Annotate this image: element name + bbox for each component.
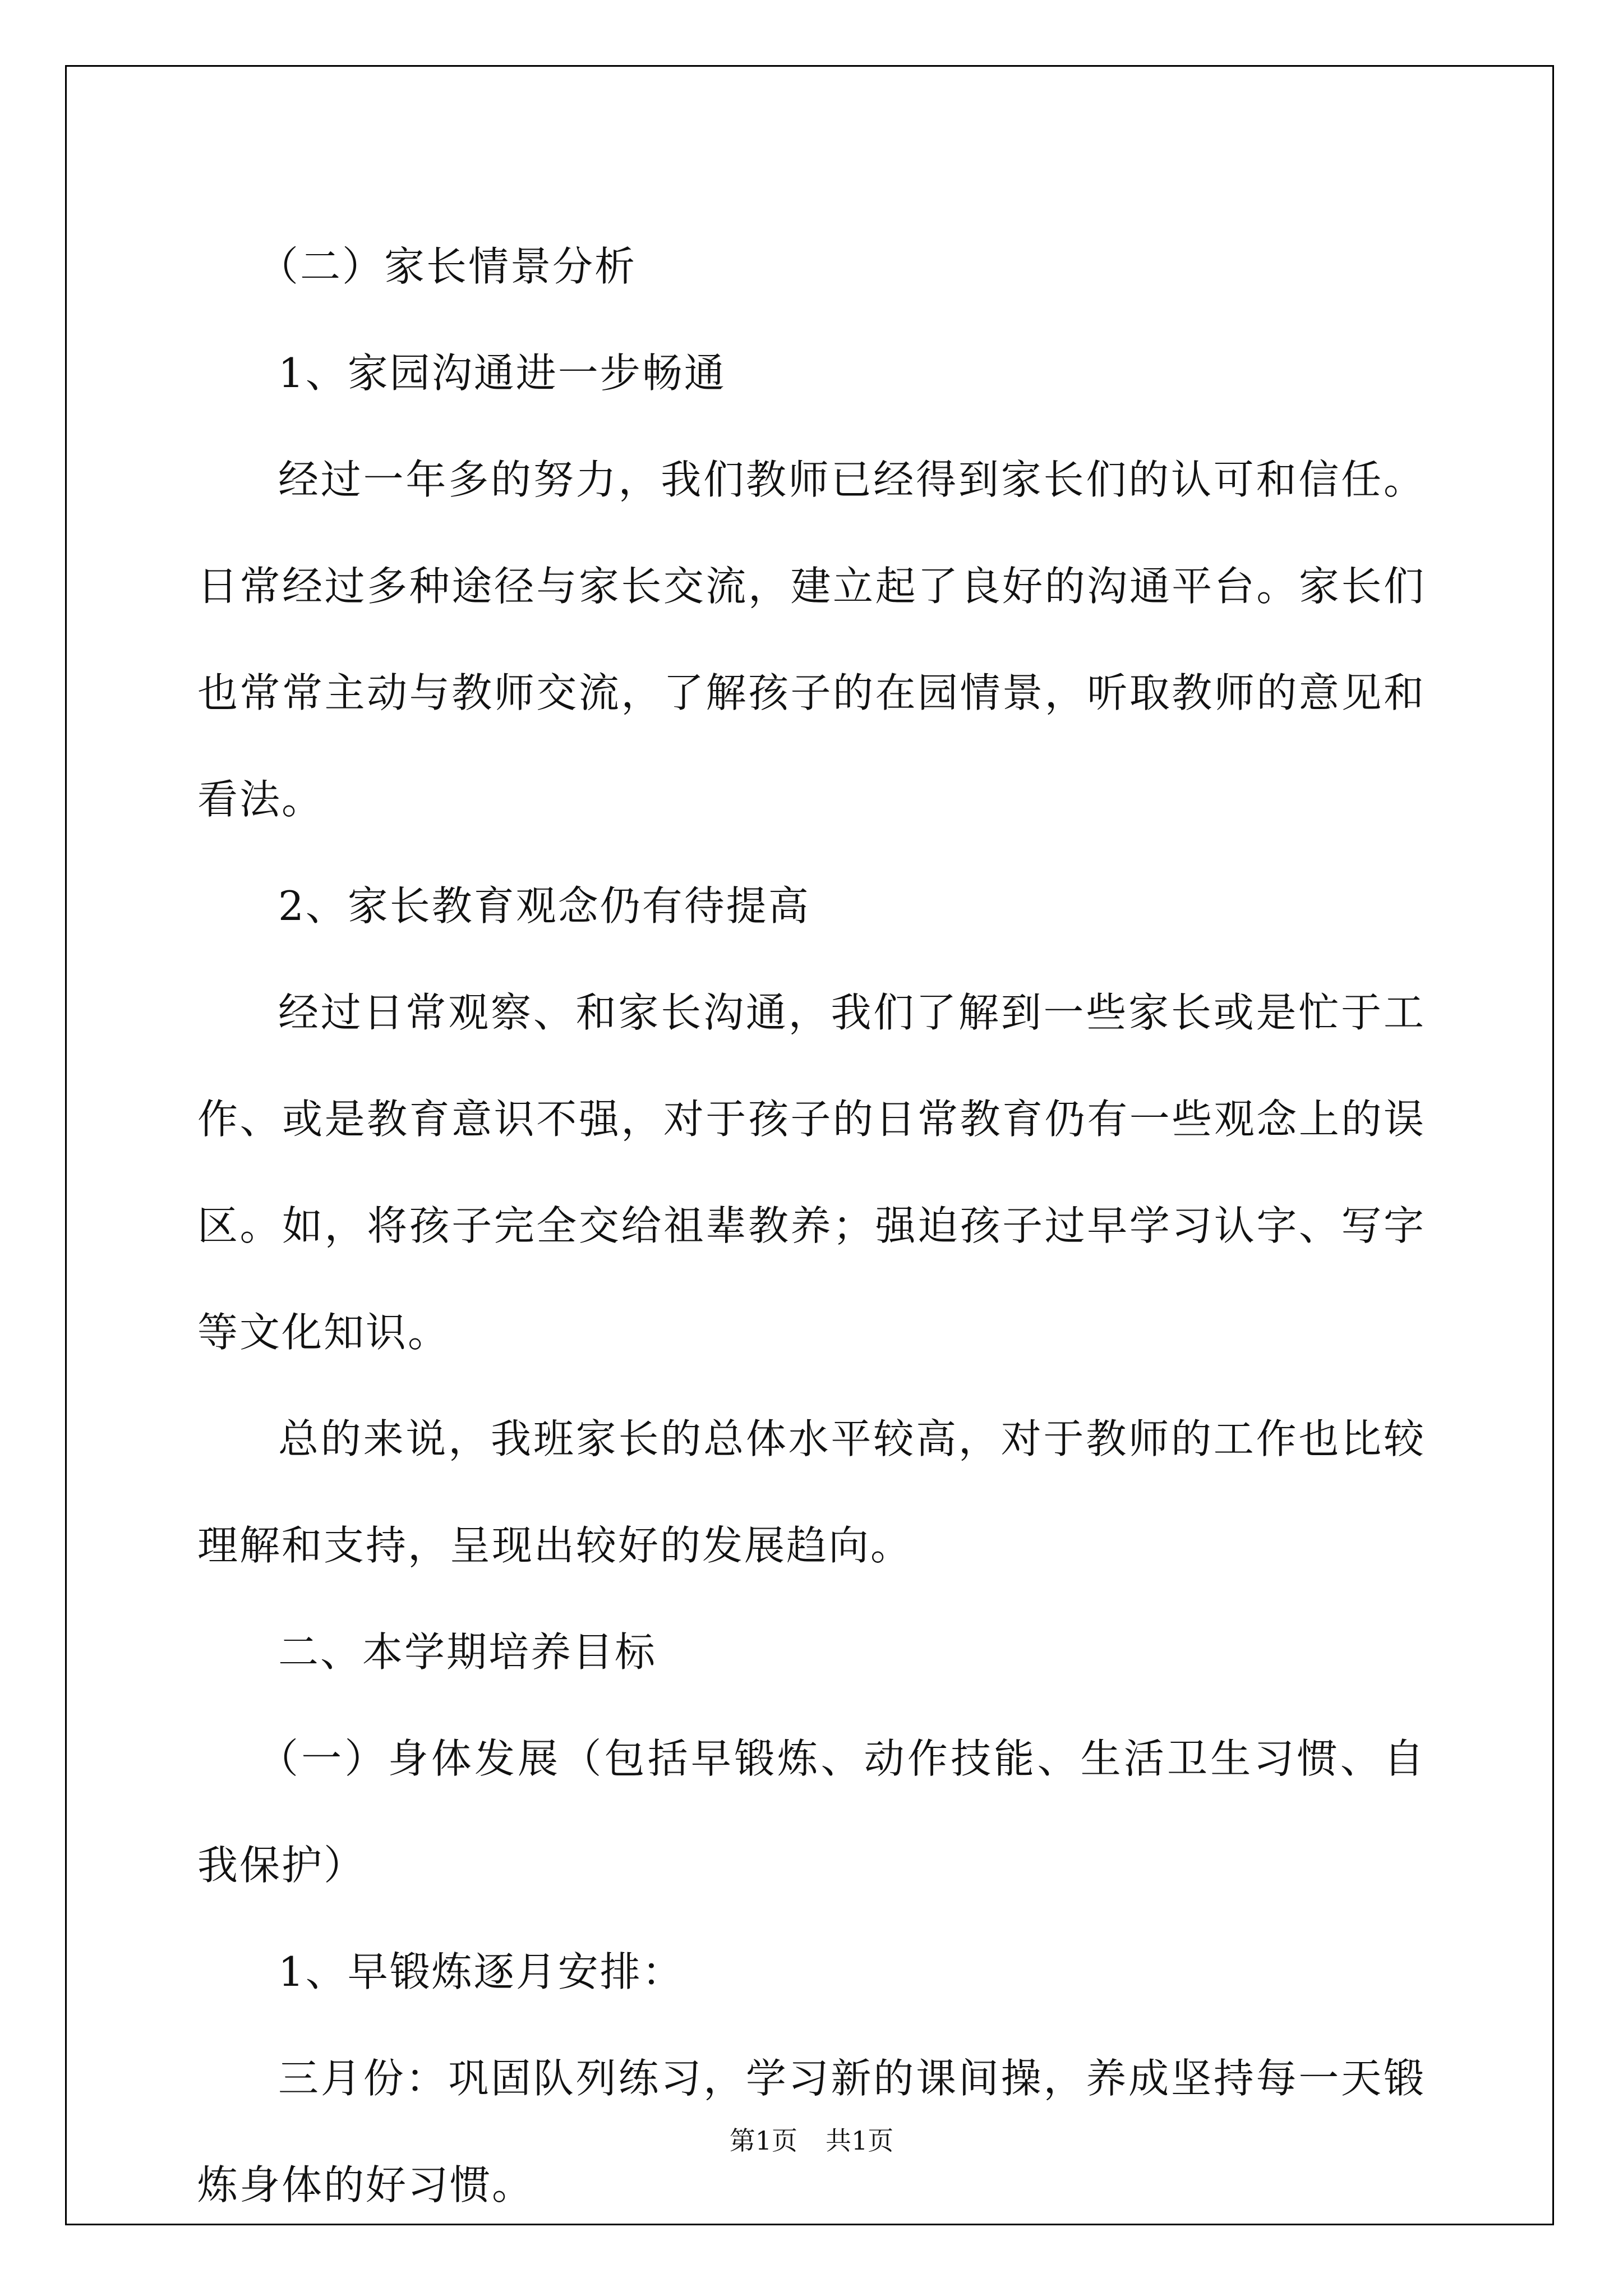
section-heading-parent-analysis: （二）家长情景分析 (258, 243, 637, 290)
paragraph-education-concepts-detail: 经过日常观察、和家长沟通，我们了解到一些家长或是忙于工作、或是教育意识不强，对于孩子的日常教育仍有一些观念上的误区。如，将孩子完全交给祖辈教养；强迫孩子过早学习认字、写字等文化知识。 (197, 989, 1426, 1356)
paragraph-march-plan: 三月份：巩固队列练习，学习新的课间操，养成坚持每一天锻炼身体的好习惯。 (197, 2055, 1426, 2208)
subheading-morning-exercise: 1、早锻炼逐月安排： (278, 1948, 684, 1995)
page-total: 共1页 (826, 2125, 894, 2156)
paragraph-summary: 总的来说，我班家长的总体水平较高，对于教师的工作也比较理解和支持，呈现出较好的发展趋向。 (197, 1415, 1426, 1569)
subheading-education-concepts: 2、家长教育观念仍有待提高 (278, 882, 810, 930)
document-body (197, 213, 1426, 2238)
page-number: 第1页 (729, 2125, 797, 2156)
section-heading-semester-goals: 二、本学期培养目标 (278, 1628, 657, 1676)
paragraph-communication-detail: 经过一年多的努力，我们教师已经得到家长们的认可和信任。日常经过多种途径与家长交流，建立起了良好的沟通平台。家长们也常常主动与教师交流，了解孩子的在园情景，听取教师的意见和看法。 (197, 456, 1426, 823)
subheading-home-school-communication: 1、家园沟通进一步畅通 (278, 349, 726, 397)
page-footer (0, 2120, 1623, 2157)
subheading-physical-development: （一）身体发展（包括早锻炼、动作技能、生活卫生习惯、自我保护） (197, 1735, 1426, 1889)
